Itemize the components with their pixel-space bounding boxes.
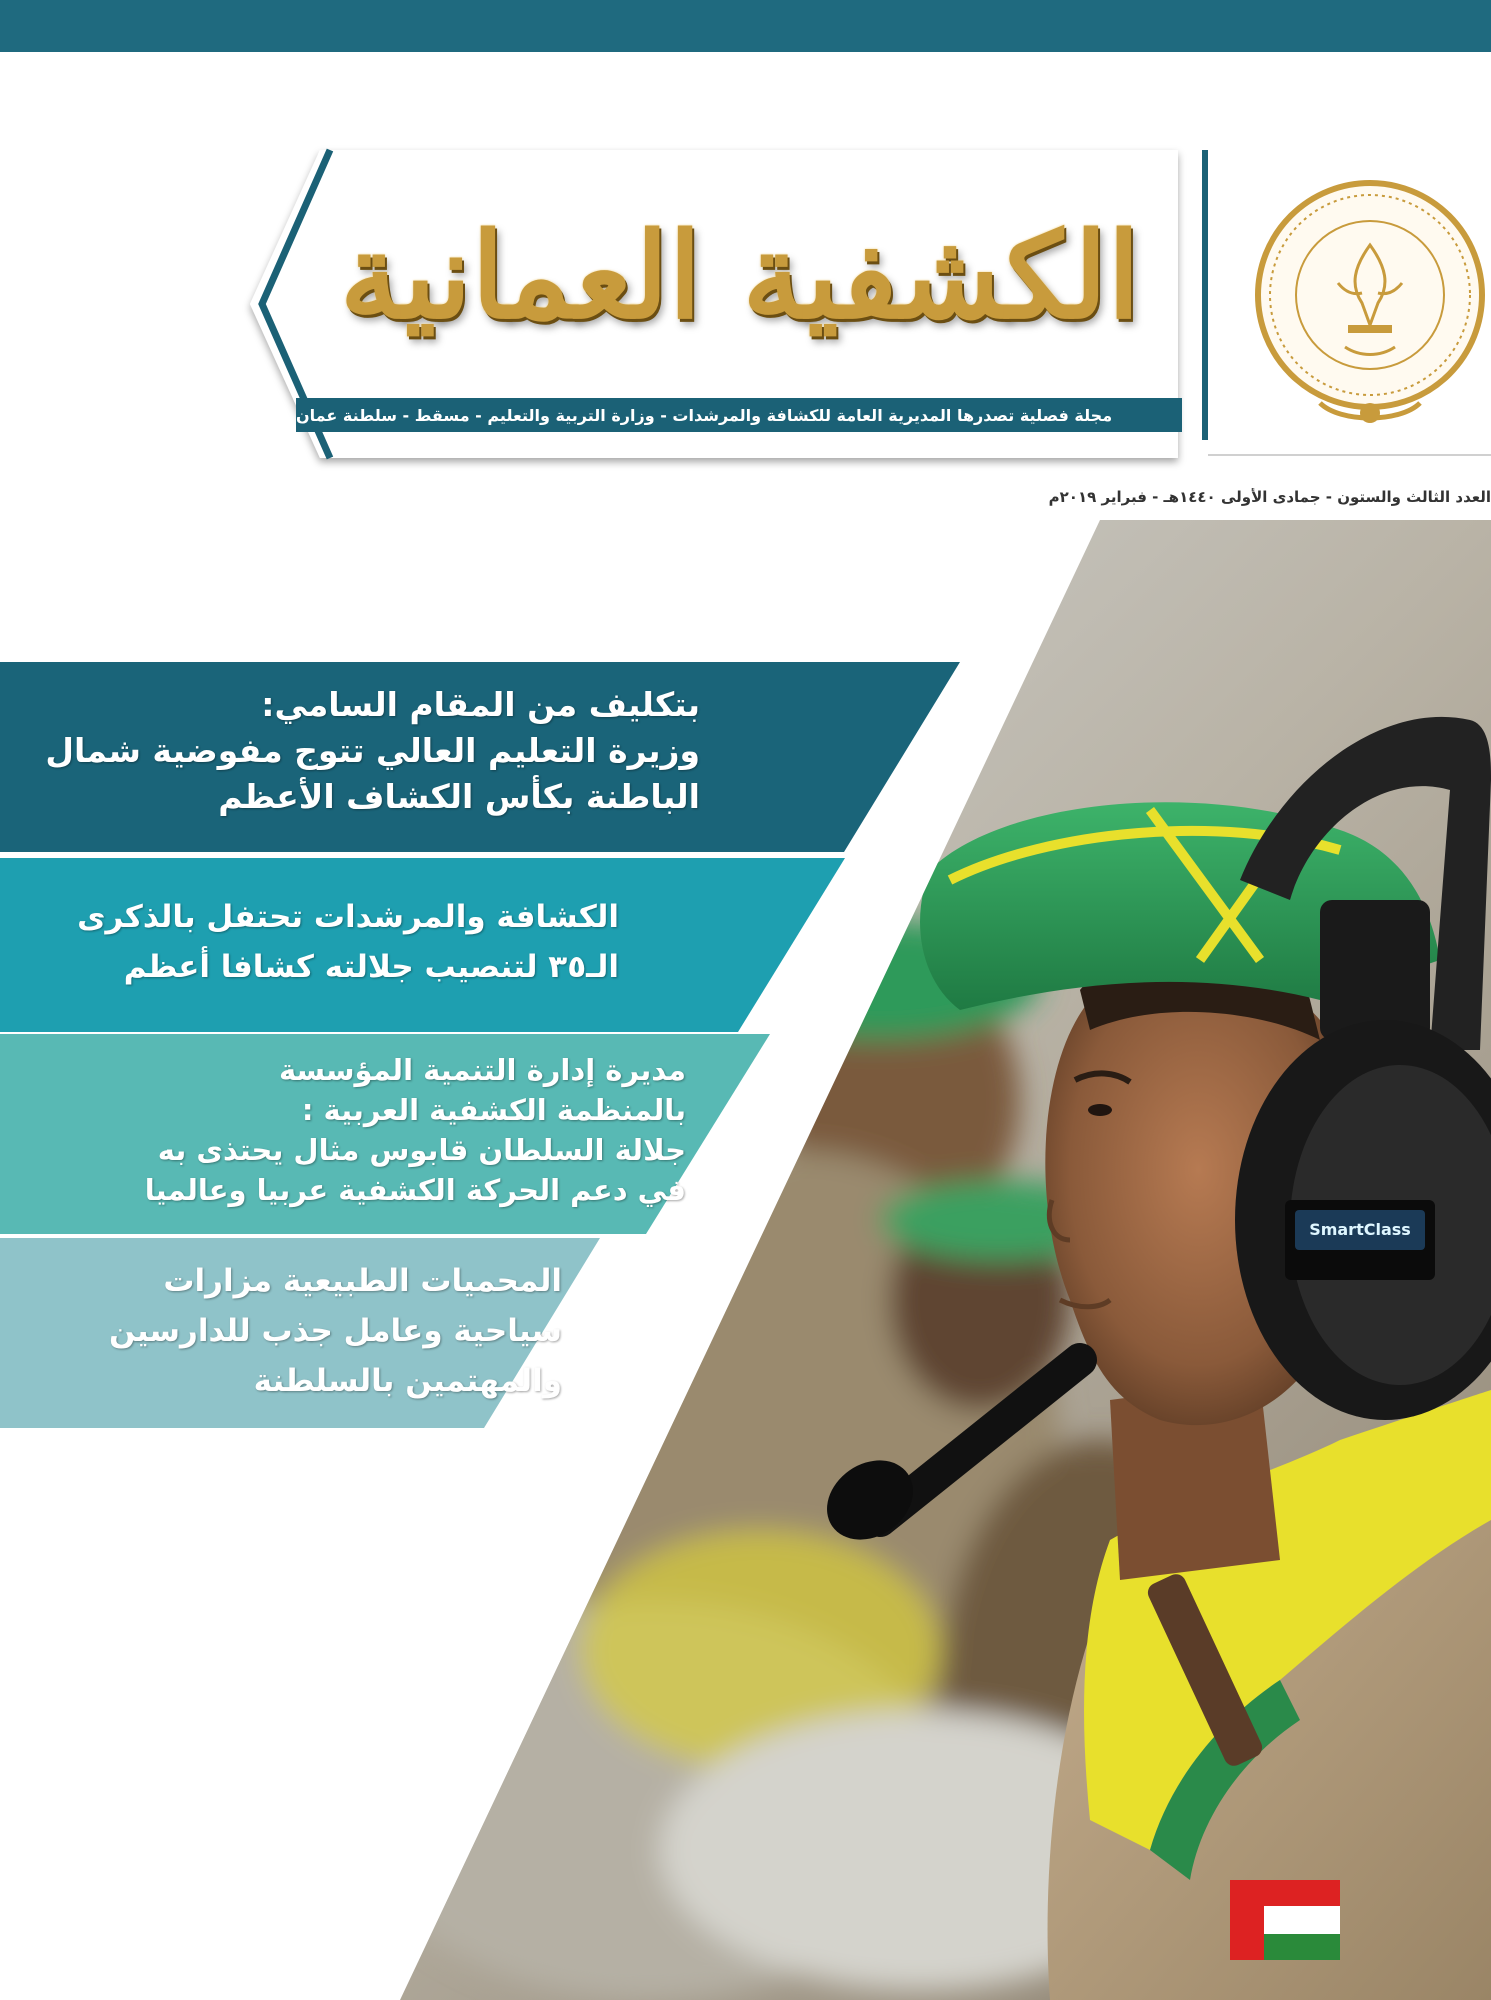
headline-4-line-3: والمهتمين بالسلطنة — [253, 1363, 562, 1399]
headline-4[interactable] — [0, 1238, 600, 1428]
headline-1[interactable] — [0, 662, 960, 852]
headset-brand-label: SmartClass — [1309, 1220, 1411, 1239]
headline-3-line-3: جلالة السلطان قابوس مثال يحتذى به — [157, 1133, 686, 1167]
headline-1-line-3: الباطنة بكأس الكشاف الأعظم — [218, 777, 700, 816]
scouts-seal-logo — [1250, 175, 1490, 435]
masthead-subtitle: مجلة فصلية تصدرها المديرية العامة للكشافة والمرشدات - وزارة التربية والتعليم - مسقط - سلطنة عمان — [296, 398, 1182, 432]
headline-3[interactable] — [0, 1034, 770, 1234]
headline-2[interactable] — [0, 858, 845, 1032]
issue-info: العدد الثالث والستون - جمادى الأولى ١٤٤٠هـ - فبراير ٢٠١٩م — [1048, 488, 1491, 506]
headline-1-line-2: وزيرة التعليم العالي تتوج مفوضية شمال — [45, 731, 700, 770]
headline-4-line-1: المحميات الطبيعية مزارات — [163, 1263, 562, 1299]
headline-3-line-1: مديرة إدارة التنمية المؤسسة — [278, 1053, 686, 1087]
headline-1-line-1: بتكليف من المقام السامي: — [261, 685, 700, 724]
headline-3-line-4: في دعم الحركة الكشفية عربيا وعالميا — [144, 1173, 686, 1207]
magazine-title: الكشفية العمانية — [339, 205, 1141, 345]
headline-2-line-2: الـ٣٥ لتنصيب جلالته كشافا أعظم — [123, 949, 619, 985]
headline-4-line-2: سياحية وعامل جذب للدارسين — [108, 1313, 562, 1349]
headline-3-line-2: بالمنظمة الكشفية العربية : — [301, 1093, 686, 1127]
headline-2-line-1: الكشافة والمرشدات تحتفل بالذكرى — [77, 899, 619, 935]
